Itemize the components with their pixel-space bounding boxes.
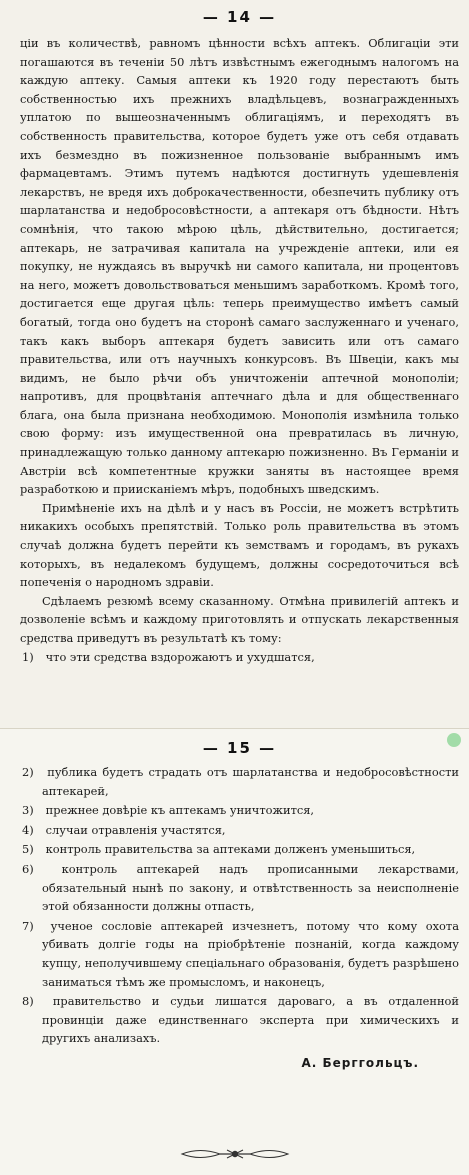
list-text: контроль аптекарей надъ прописанными лекарствами, обязательный нынѣ по закону, и отвѣтственность за неисполненіе этой обязанности должны отпасть, — [42, 861, 459, 914]
consequences-list-continued — [20, 763, 459, 1048]
list-number: 8) — [22, 994, 34, 1009]
page-number-14: — 14 — — [202, 8, 277, 26]
page-14-text — [20, 34, 459, 648]
list-number: 1) — [22, 649, 34, 664]
consequences-list-start — [20, 648, 459, 667]
author-signature: А. Берггольцъ. — [301, 1055, 419, 1070]
ornament-svg — [180, 1147, 290, 1161]
list-text: случаи отравленія участятся, — [45, 822, 226, 837]
paragraph-1: ціи въ количествѣ, равномъ цѣнности всѣхъ аптекъ. Облигаціи эти погашаются въ теченіи 50 лѣтъ извѣстнымъ ежегоднымъ налогомъ на каждую аптеку. Самыя аптеки къ 1920 году перестаютъ быть собственностью ихъ прежнихъ владѣльцевъ, вознагражденныхъ уплатою по вышеозначеннымъ облигаціямъ, и переходятъ въ собственность правительства, которое будетъ уже отъ себя отдавать ихъ безмездно въ пожизненное пользованіе выбраннымъ имъ фармацевтамъ. Этимъ путемъ надѣются достигнуть удешевленія лекарствъ, не вредя ихъ доброкачественности, обезпечить публику отъ шарлатанства и недобросовѣстности, а аптекаря отъ бѣдности. Нѣтъ сомнѣнія, что такою мѣрою цѣль, дѣйствительно, достигается; аптекарь, не затрачивая капитала на учрежденіе аптеки, или ея покупку, не нуждаясь въ выручкѣ ни самого капитала, ни процентовъ на него, можетъ довольствоваться меньшимъ заработкомъ. Кромѣ того, достигается еще другая цѣль: теперь преимущество имѣетъ самый богатый, тогда оно будетъ на сторонѣ самаго заслуженнаго и ученаго, такъ какъ выборъ аптекаря будетъ зависить или отъ самаго правительства, или отъ научныхъ конкурсовъ. Въ Швеціи, какъ мы видимъ, не было рѣчи объ уничтоженіи аптечной монополіи; напротивъ, для процвѣтанія аптечнаго дѣла и для общественнаго блага, она была признана необходимою. Монополія измѣнила только свою форму: изъ имущественной она превратилась въ личную, принадлежащую только данному аптекарю пожизненно. Въ Германіи и Австріи всѣ компетентные кружки заняты въ настоящее время разработкою и приискaніемъ мѣръ, подобныхъ шведскимъ. — [20, 36, 459, 497]
list-number: 2) — [22, 765, 34, 779]
list-number: 3) — [22, 803, 34, 818]
list-text: прежнее довѣріе къ аптекамъ уничтожится, — [45, 803, 315, 818]
tailpiece-ornament-icon — [0, 1146, 469, 1165]
list-item-1 — [20, 648, 459, 667]
page-number-15: — 15 — — [202, 739, 277, 757]
paragraph-3: Сдѣлаемъ резюмѣ всему сказанному. Отмѣна привилегій аптекъ и дозволеніе всѣмъ и каждому приготовлять и отпускать лекарственныя средства приведутъ въ результатѣ къ тому: — [20, 593, 459, 645]
list-text: ученое сословіе аптекарей изчезнетъ, потому что кому охота убивать долгіе годы на пріобрѣтеніе познаній, когда каждому купцу, неполучившему спеціальнаго образованія, будетъ разрѣшено заниматься тѣмъ же промысломъ, и наконецъ, — [42, 918, 459, 989]
list-text: контроль правительства за аптеками долженъ уменьшиться, — [45, 842, 416, 857]
page-15 — [0, 728, 469, 1175]
list-text: правительство и судьи лишатся дароваго, а въ отдаленной провинціи даже единственнаго эксперта при химическихъ и другихъ анализахъ. — [42, 994, 460, 1046]
list-item-4 — [20, 821, 459, 840]
list-number: 4) — [22, 822, 34, 837]
library-stamp-icon — [447, 733, 461, 747]
list-number: 6) — [22, 861, 34, 876]
paragraph-2: Примѣненіе ихъ на дѣлѣ и у насъ въ Россіи, не можетъ встрѣтить никакихъ особыхъ препятствій. Только роль правительства въ этомъ случаѣ должна будетъ перейти къ земствамъ и городамъ, въ рукахъ которыхъ, въ недалекомъ будущемъ, должны сосредоточиться всѣ попеченія о народномъ здравіи. — [20, 500, 459, 590]
list-text: что эти средства вздорожаютъ и ухудшатся, — [45, 649, 315, 664]
list-item-7 — [20, 917, 459, 991]
list-item-6 — [20, 860, 459, 916]
list-number: 7) — [22, 918, 34, 933]
list-number: 5) — [22, 842, 34, 857]
list-text: публика будетъ страдать отъ шарлатанства и недобросовѣстности аптекарей, — [42, 765, 460, 798]
list-item-8 — [20, 992, 459, 1048]
list-item-5 — [20, 840, 459, 859]
list-item-3 — [20, 801, 459, 820]
list-item-2 — [20, 763, 459, 800]
